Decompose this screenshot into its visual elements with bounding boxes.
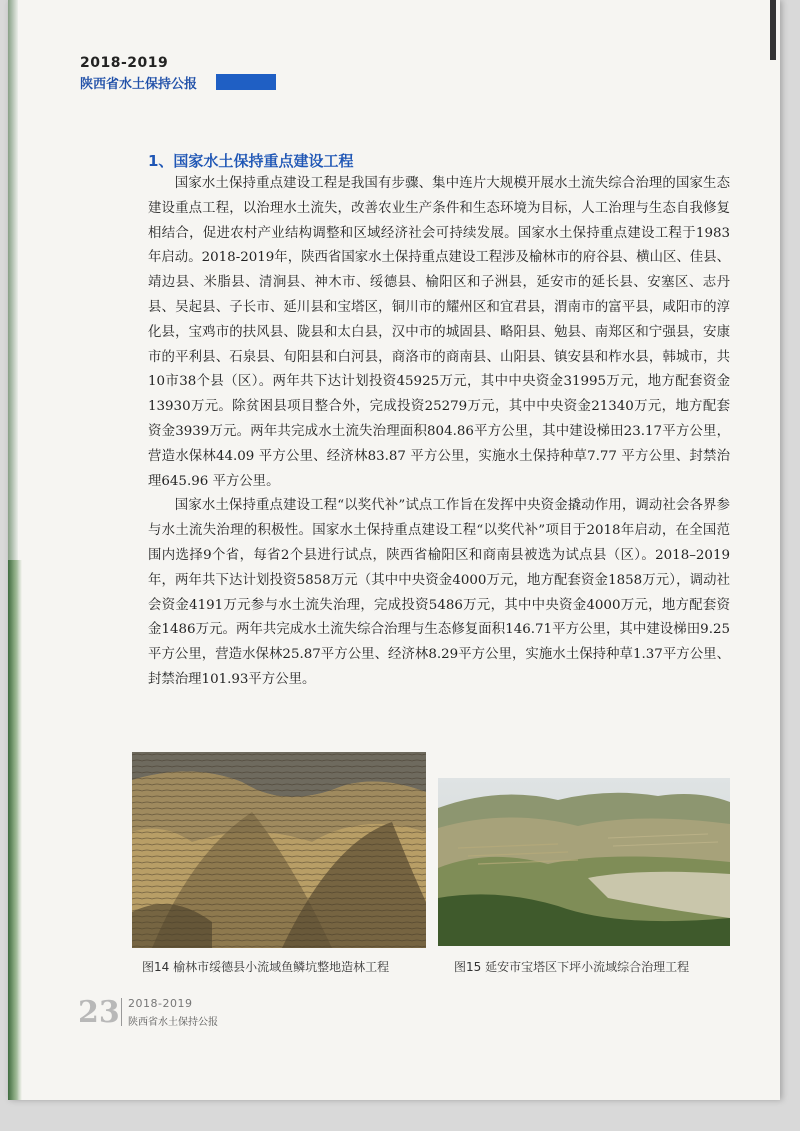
section-title: 1、国家水土保持重点建设工程 — [148, 152, 354, 170]
figure-15-photo — [438, 778, 730, 946]
figure-14-caption: 图14 榆林市绥德县小流域鱼鳞坑整地造林工程 — [142, 960, 390, 974]
page-number: 23 — [78, 995, 120, 1030]
figure-15-caption: 图15 延安市宝塔区下坪小流域综合治理工程 — [454, 960, 690, 974]
paragraph-1: 国家水土保持重点建设工程是我国有步骤、集中连片大规模开展水土流失综合治理的国家生态建设重点工程，以治理水土流失，改善农业生产条件和生态环境为目标，人工治理与生态自我修复相结合，促进农村产业结构调整和区域经济社会可持续发展。国家水土保持重点建设工程于1983年启动。2018-2019年，陕西省国家水土保持重点建设工程涉及榆林市的府谷县、横山区、佳县、靖边县、米脂县、清涧县、神木市、绥德县、榆阳区和子洲县，延安市的延长县、安塞区、志丹县、吴起县、子长市、延川县和宝塔区，铜川市的耀州区和宜君县，渭南市的富平县，咸阳市的淳化县，宝鸡市的扶风县、陇县和太白县，汉中市的城固县、略阳县、勉县、南郑区和宁强县，安康市的平利县、石泉县、旬阳县和白河县，商洛市的商南县、山阳县、镇安县和柞水县，韩城市，共10市38个县（区）。两年共下达计划投资45925万元，其中中央资金31995万元，地方配套资金13930万元。除贫困县项目整合外，完成投资25279万元，其中中央资金21340万元，地方配套资金3939万元。两年共完成水土流失治理面积804.86平方公里，其中建设梯田23.17平方公里，营造水保林44.09 平方公里、经济林83.87 平方公里，实施水土保持种草7.77 平方公里、封禁治理645.96 平方公里。 — [148, 176, 730, 489]
footer-report-name: 陕西省水土保持公报 — [128, 1017, 218, 1028]
footer-divider — [121, 998, 122, 1026]
paragraph-2: 国家水土保持重点建设工程“以奖代补”试点工作旨在发挥中央资金撬动作用，调动社会各界参与水土流失治理的积极性。国家水土保持重点建设工程“以奖代补”项目于2018年启动，在全国范围内选择9个省，每省2个县进行试点，陕西省榆阳区和商南县被选为试点县（区）。2018–2019年，两年共下达计划投资5858万元（其中中央资金4000万元，地方配套资金1858万元），调动社会资金4191万元参与水土流失治理，完成投资5486万元，其中中央资金4000万元，地方配套资金1486万元。两年共完成水土流失综合治理与生态修复面积146.71平方公里，其中建设梯田9.25平方公里，营造水保林25.87平方公里、经济林8.29平方公里，实施水土保持种草1.37平方公里、封禁治理101.93平方公里。 — [148, 498, 730, 687]
header-report-name: 陕西省水土保持公报 — [80, 77, 198, 92]
header-year: 2018-2019 — [80, 55, 169, 71]
header-accent-bar — [216, 74, 276, 90]
footer-year: 2018-2019 — [128, 997, 193, 1010]
page-green-edge — [8, 560, 22, 1100]
report-page — [8, 0, 780, 1100]
body-text — [148, 172, 730, 693]
page-right-strip — [770, 0, 776, 60]
figure-14-photo — [132, 752, 426, 948]
